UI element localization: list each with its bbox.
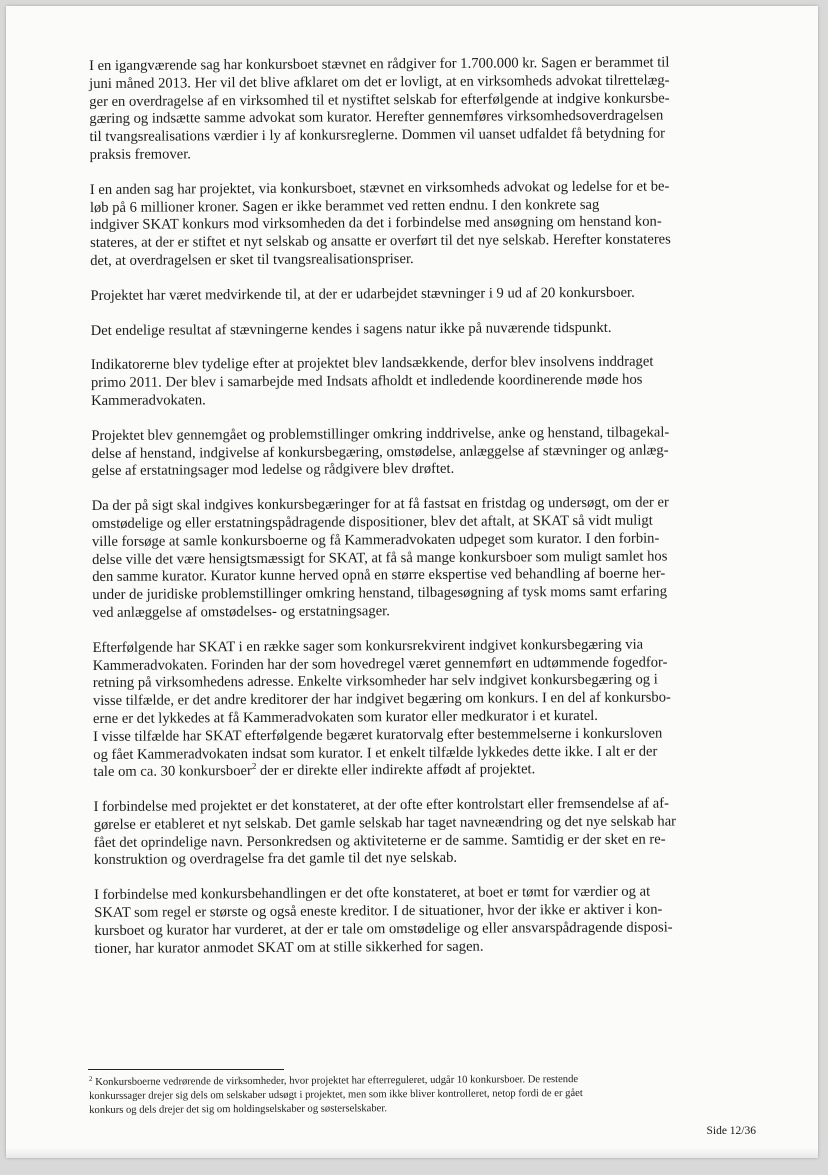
text-line: tioner, har kurator anmodet SKAT om at stille sikkerhed for sagen. — [94, 938, 484, 957]
text-line: Det endelige resultat af stævningerne kendes i sagens natur ikke på nuværende tidspunkt. — [90, 319, 612, 339]
text-line: til tvangsrealisations værdier i ly af konkursreglerne. Dommen vil uanset udfaldet få betydning for — [89, 125, 666, 146]
body-text — [89, 54, 758, 959]
text-line: kursboet og kurator har vurderet, at der er tale om omstødelige og eller ansvarspådragende disposi- — [94, 919, 673, 939]
paragraph-4 — [91, 319, 755, 341]
paragraph-2 — [90, 178, 755, 271]
text-line: den samme kurator. Kurator kunne herved opnå en større ekspertise ved behandling af boerne her- — [92, 565, 666, 586]
text-line: I visse tilfælde har SKAT efterfølgende begæret kuratorvalg efter bestemmelserne i konkursloven — [93, 725, 663, 745]
footnote-marker: 2 — [88, 1074, 93, 1083]
text-line — [93, 760, 757, 782]
text-line: primo 2011. Der blev i samarbejde med Indsats afholdt et indledende koordinerende møde hos — [90, 371, 643, 392]
text-line: og fået Kammeradvokaten indsat som kurator. I et enkelt tilfælde lykkedes dette ikke. I alt er der — [93, 743, 658, 763]
text-line: Efterfølgende har SKAT i en række sager som konkursrekvirent indgivet konkursbegæring via — [92, 636, 644, 656]
text-line: under de juridiske problemstillinger omkring henstand, tilbagesøgning af tysk moms samt erfaring — [92, 583, 668, 604]
paragraph-3 — [90, 284, 754, 306]
text-line: stateres, at der er stiftet et nyt selskab og ansatte er overført til det nye selskab. Herefter konstateres — [90, 231, 671, 252]
text-line: I en anden sag har projektet, via konkursboet, stævnet en virksomheds advokat og ledelse for et be- — [89, 178, 670, 198]
text-segment: der er direkte eller indirekte affødt af projektet. — [256, 761, 536, 780]
text-line: gelse af erstatningsager mod ledelse og rådgivere blev drøftet. — [91, 461, 455, 480]
text-line: indgiver SKAT konkurs mod virksomheden da det i forbindelse med ansøgning om henstand kon- — [89, 213, 662, 234]
text-line: delse ville det være hensigtsmæssigt for SKAT, at få så mange konkursboer som muligt samlet hos — [92, 548, 668, 568]
text-line: omstødelige og eller erstatningspådragende dispositioner, blev det aftalt, at SKAT så vidt muligt — [91, 512, 653, 532]
scan-edge-shadow — [6, 1148, 818, 1158]
text-line: ger en overdragelse af en virksomhed til et nystiftet selskab for efterfølgende at indgive konkursbe- — [89, 90, 670, 110]
footnote-line: konkurs og dels drejer det sig om holdingselskaber og søsterselskaber. — [89, 1103, 387, 1117]
footnote-divider — [88, 1069, 284, 1070]
text-line: konstruktion og overdragelse fra det gamle til det nye selskab. — [93, 850, 458, 869]
document-page — [6, 6, 818, 1158]
page-number: Side 12/36 — [706, 1125, 756, 1137]
text-line: I forbindelse med projektet er det konstateret, at der ofte efter kontrolstart eller fremsendelse af af- — [93, 795, 670, 816]
text-line: juni måned 2013. Her vil det blive afklaret om det er lovligt, at en virksomheds advokat tilrettelæg- — [89, 72, 670, 92]
text-line: Kammeradvokaten. Forinden har der som hovedregel været gennemført en udtømmende fogedfor- — [92, 653, 668, 674]
paragraph-6 — [91, 424, 755, 481]
footnote-line: konkurssager drejer sig dels om selskaber udsøgt i projektet, men som ikke bliver kontrolleret, netop fordi de er gået — [89, 1088, 583, 1103]
text-line: Kammeradvokaten. — [91, 392, 206, 409]
paragraph-9 — [94, 795, 758, 870]
text-line: I forbindelse med konkursbehandlingen er det ofte konstateret, at boet er tømt for værdier og at — [94, 883, 651, 904]
text-segment: Konkursboerne vedrørende de virksomheder, hvor projektet har efterreguleret, udgår 10 konkursboer. De restende — [92, 1074, 579, 1088]
text-line: erne er det lykkedes at få Kammeradvokaten som kurator eller medkurator i et kuratel. — [92, 707, 598, 727]
text-line: visse tilfælde, er det andre kreditorer der har indgivet begæring om konkurs. I en del af konkursbo- — [92, 689, 671, 710]
text-line: I en igangværende sag har konkursboet stævnet en rådgiver for 1.700.000 kr. Sagen er berammet til — [89, 54, 670, 74]
text-line: Projektet blev gennemgået og problemstillinger omkring inddrivelse, anke og henstand, tilbagekal- — [91, 424, 670, 444]
text-line: ville forsøge at samle konkursboerne og få Kammeradvokaten udpeget som kurator. I den forbin- — [91, 530, 660, 550]
paragraph-7 — [92, 494, 757, 623]
text-line: SKAT som regel er største og også eneste kreditor. I de situationer, hvor der ikke er aktiver i kon- — [94, 901, 663, 922]
text-line: gørelse er etableret et nyt selskab. Det gamle selskab har taget navneændring og det nye selskab har — [93, 813, 677, 833]
text-line: fået det oprindelige navn. Personkredsen og aktiviteterne er de samme. Samtidig er der sket en re- — [93, 831, 666, 851]
text-line: gæring og indsætte samme advokat som kurator. Herefter gennemføres virksomhedsoverdragelsen — [89, 107, 664, 128]
text-line: løb på 6 millioner kroner. Sagen er ikke berammet ved retten endnu. I den konkrete sag — [89, 196, 600, 216]
text-line: delse af henstand, indgivelse af konkursbegæring, omstødelse, anlæggelse af stævninger og anlæg- — [91, 442, 669, 462]
paragraph-5 — [91, 353, 755, 410]
paragraph-8 — [93, 636, 758, 782]
footnote — [89, 1072, 753, 1119]
text-line: Da der på sigt skal indgives konkursbegæringer for at få fastsat en fristdag og undersøgt, om der er — [91, 494, 669, 515]
text-line: praksis fremover. — [89, 146, 191, 163]
paragraph-10 — [94, 883, 758, 958]
text-line: Projektet har været medvirkende til, at der er udarbejdet stævninger i 9 ud af 20 konkursboer. — [90, 284, 635, 304]
text-line: Indikatorerne blev tydelige efter at projektet blev landsækkende, derfor blev insolvens inddraget — [90, 353, 654, 374]
text-segment: tale om ca. 30 konkursboer — [93, 763, 252, 781]
text-line: det, at overdragelsen er sket til tvangsrealisationspriser. — [90, 250, 414, 269]
text-line: retning på virksomhedens adresse. Enkelte virksomheder har selv indgivet konkursbegæring og i — [92, 671, 658, 692]
text-line: ved anlæggelse af omstødelses- og erstatningsager. — [92, 603, 390, 621]
paragraph-1 — [89, 54, 754, 165]
footnote-reference[interactable]: 2 — [251, 761, 257, 772]
